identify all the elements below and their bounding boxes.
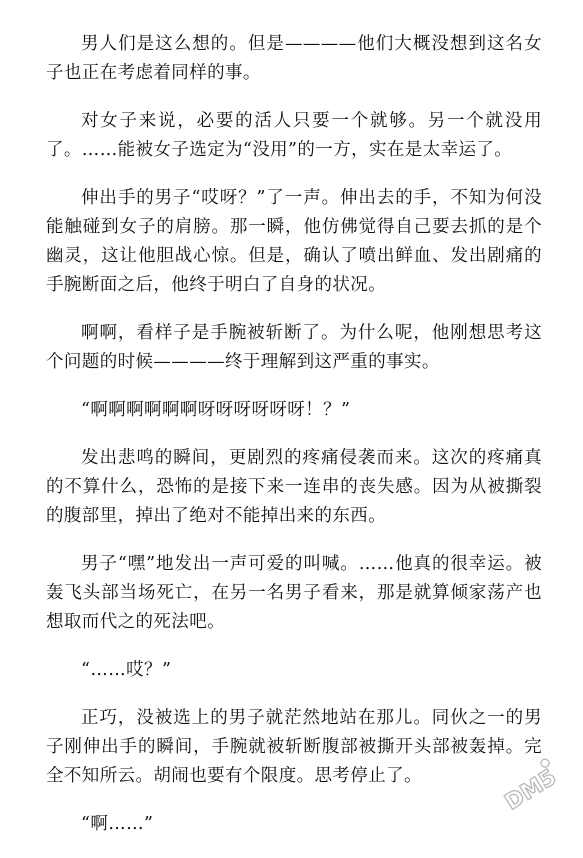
paragraph-7: 男子“嘿”地发出一声可爱的叫喊。……他真的很幸运。被轰飞头部当场死亡，在另一名男子看来，那是就算倾家荡产也想取而代之的死法吧。 (46, 554, 542, 632)
watermark-text: DM5 (500, 764, 562, 816)
paragraph-8: “……哎？” (81, 660, 172, 680)
paragraph-1: 男人们是这么想的。但是————他们大概没想到这名女子也正在考虑着同样的事。 (46, 34, 542, 83)
paragraph-2: 对女子来说，必要的活人只要一个就够。另一个就没用了。……能被女子选定为“没用”的一方，实在是太幸运了。 (46, 111, 542, 160)
paragraph-6: 发出悲鸣的瞬间，更剧烈的疼痛侵袭而来。这次的疼痛真的不算什么，恐怖的是接下来一连串的丧失感。因为从被撕裂的腹部里，掉出了绝对不能掉出来的东西。 (46, 448, 542, 526)
paragraph-9: 正巧，没被选上的男子就茫然地站在那儿。同伙之一的男子刚伸出手的瞬间，手腕就被斩断腹部被撕开头部被轰掉。完全不知所云。胡闹也要有个限度。思考停止了。 (46, 708, 542, 786)
dm5-watermark-logo (493, 756, 569, 816)
paragraph-5: “啊啊啊啊啊啊呀呀呀呀呀呀！？” (81, 400, 351, 420)
paragraph-10: “啊……” (81, 814, 154, 834)
paragraph-4: 啊啊，看样子是手腕被斩断了。为什么呢，他刚想思考这个问题的时候————终于理解到这严重的事实。 (46, 323, 542, 372)
paragraph-3: 伸出手的男子“哎呀？”了一声。伸出去的手，不知为何没能触碰到女子的肩膀。那一瞬，他仿佛觉得自己要去抓的是个幽灵，这让他胆战心惊。但是，确认了喷出鲜血、发出剧痛的手腕断面之后，他终于明白了自身的状况。 (46, 188, 542, 295)
document-body (46, 30, 542, 858)
